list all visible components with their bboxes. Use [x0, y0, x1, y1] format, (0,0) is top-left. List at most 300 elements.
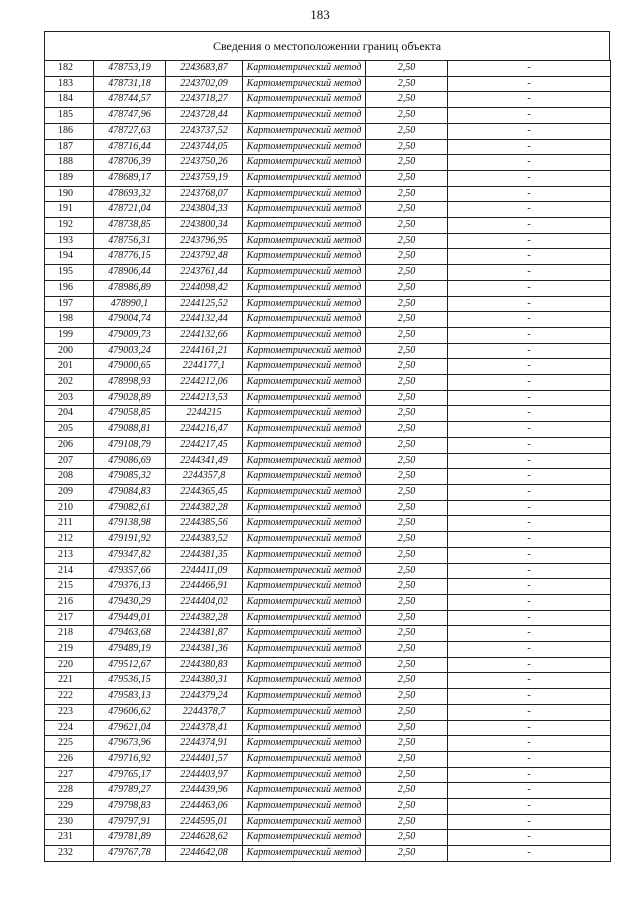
table-row [45, 170, 611, 186]
x-coordinate-cell: 479765,17 [94, 767, 166, 783]
y-coordinate-cell: 2244161,21 [166, 343, 243, 359]
point-number-cell: 204 [45, 406, 94, 422]
method-cell: Картометрический метод [243, 327, 366, 343]
table-row [45, 642, 611, 658]
point-number-cell: 195 [45, 265, 94, 281]
x-coordinate-cell: 478738,85 [94, 218, 166, 234]
y-coordinate-cell: 2244642,08 [166, 846, 243, 862]
y-coordinate-cell: 2244341,49 [166, 453, 243, 469]
y-coordinate-cell: 2243761,44 [166, 265, 243, 281]
accuracy-cell: 2,50 [366, 720, 448, 736]
table-row [45, 296, 611, 312]
point-number-cell: 188 [45, 155, 94, 171]
method-cell: Картометрический метод [243, 375, 366, 391]
method-cell: Картометрический метод [243, 453, 366, 469]
table-row [45, 453, 611, 469]
x-coordinate-cell: 479781,89 [94, 830, 166, 846]
method-cell: Картометрический метод [243, 751, 366, 767]
boundary-coordinates-table [44, 60, 611, 862]
method-cell: Картометрический метод [243, 280, 366, 296]
point-number-cell: 212 [45, 532, 94, 548]
accuracy-cell: 2,50 [366, 61, 448, 77]
y-coordinate-cell: 2244374,91 [166, 736, 243, 752]
table-row [45, 186, 611, 202]
description-cell: - [448, 155, 611, 171]
accuracy-cell: 2,50 [366, 139, 448, 155]
point-number-cell: 198 [45, 312, 94, 328]
method-cell: Картометрический метод [243, 359, 366, 375]
y-coordinate-cell: 2244404,02 [166, 594, 243, 610]
y-coordinate-cell: 2244378,7 [166, 704, 243, 720]
point-number-cell: 231 [45, 830, 94, 846]
table-row [45, 767, 611, 783]
description-cell: - [448, 846, 611, 862]
table-row [45, 704, 611, 720]
method-cell: Картометрический метод [243, 642, 366, 658]
description-cell: - [448, 453, 611, 469]
y-coordinate-cell: 2244098,42 [166, 280, 243, 296]
y-coordinate-cell: 2243744,05 [166, 139, 243, 155]
y-coordinate-cell: 2244357,8 [166, 469, 243, 485]
table-row [45, 736, 611, 752]
table-row [45, 846, 611, 862]
description-cell: - [448, 61, 611, 77]
description-cell: - [448, 814, 611, 830]
y-coordinate-cell: 2244380,83 [166, 657, 243, 673]
accuracy-cell: 2,50 [366, 437, 448, 453]
point-number-cell: 224 [45, 720, 94, 736]
point-number-cell: 201 [45, 359, 94, 375]
x-coordinate-cell: 479191,92 [94, 532, 166, 548]
table-row [45, 437, 611, 453]
x-coordinate-cell: 479536,15 [94, 673, 166, 689]
method-cell: Картометрический метод [243, 139, 366, 155]
method-cell: Картометрический метод [243, 594, 366, 610]
point-number-cell: 183 [45, 76, 94, 92]
description-cell: - [448, 751, 611, 767]
method-cell: Картометрический метод [243, 61, 366, 77]
description-cell: - [448, 375, 611, 391]
y-coordinate-cell: 2243800,34 [166, 218, 243, 234]
method-cell: Картометрический метод [243, 704, 366, 720]
method-cell: Картометрический метод [243, 563, 366, 579]
y-coordinate-cell: 2244215 [166, 406, 243, 422]
point-number-cell: 207 [45, 453, 94, 469]
accuracy-cell: 2,50 [366, 673, 448, 689]
method-cell: Картометрический метод [243, 736, 366, 752]
method-cell: Картометрический метод [243, 720, 366, 736]
accuracy-cell: 2,50 [366, 390, 448, 406]
point-number-cell: 226 [45, 751, 94, 767]
accuracy-cell: 2,50 [366, 594, 448, 610]
accuracy-cell: 2,50 [366, 108, 448, 124]
description-cell: - [448, 108, 611, 124]
boundary-table-sheet [44, 31, 610, 862]
accuracy-cell: 2,50 [366, 123, 448, 139]
method-cell: Картометрический метод [243, 218, 366, 234]
point-number-cell: 222 [45, 689, 94, 705]
table-row [45, 422, 611, 438]
point-number-cell: 193 [45, 233, 94, 249]
y-coordinate-cell: 2244381,36 [166, 642, 243, 658]
y-coordinate-cell: 2244212,06 [166, 375, 243, 391]
x-coordinate-cell: 479000,65 [94, 359, 166, 375]
x-coordinate-cell: 478756,31 [94, 233, 166, 249]
method-cell: Картометрический метод [243, 579, 366, 595]
table-row [45, 359, 611, 375]
description-cell: - [448, 249, 611, 265]
table-row [45, 233, 611, 249]
description-cell: - [448, 343, 611, 359]
table-row [45, 532, 611, 548]
y-coordinate-cell: 2244385,56 [166, 516, 243, 532]
method-cell: Картометрический метод [243, 657, 366, 673]
table-row [45, 265, 611, 281]
x-coordinate-cell: 479716,92 [94, 751, 166, 767]
method-cell: Картометрический метод [243, 312, 366, 328]
accuracy-cell: 2,50 [366, 92, 448, 108]
method-cell: Картометрический метод [243, 783, 366, 799]
method-cell: Картометрический метод [243, 814, 366, 830]
point-number-cell: 216 [45, 594, 94, 610]
method-cell: Картометрический метод [243, 202, 366, 218]
y-coordinate-cell: 2243796,95 [166, 233, 243, 249]
method-cell: Картометрический метод [243, 626, 366, 642]
x-coordinate-cell: 478706,39 [94, 155, 166, 171]
y-coordinate-cell: 2244401,57 [166, 751, 243, 767]
y-coordinate-cell: 2244381,87 [166, 626, 243, 642]
accuracy-cell: 2,50 [366, 563, 448, 579]
y-coordinate-cell: 2243792,48 [166, 249, 243, 265]
y-coordinate-cell: 2244365,45 [166, 484, 243, 500]
table-row [45, 500, 611, 516]
table-row [45, 484, 611, 500]
method-cell: Картометрический метод [243, 437, 366, 453]
table-body [45, 61, 611, 862]
y-coordinate-cell: 2243718,27 [166, 92, 243, 108]
table-row [45, 594, 611, 610]
point-number-cell: 220 [45, 657, 94, 673]
point-number-cell: 213 [45, 547, 94, 563]
x-coordinate-cell: 479084,83 [94, 484, 166, 500]
description-cell: - [448, 202, 611, 218]
accuracy-cell: 2,50 [366, 202, 448, 218]
method-cell: Картометрический метод [243, 516, 366, 532]
description-cell: - [448, 312, 611, 328]
point-number-cell: 202 [45, 375, 94, 391]
x-coordinate-cell: 478747,96 [94, 108, 166, 124]
x-coordinate-cell: 478716,44 [94, 139, 166, 155]
table-row [45, 202, 611, 218]
x-coordinate-cell: 478744,57 [94, 92, 166, 108]
table-row [45, 469, 611, 485]
point-number-cell: 223 [45, 704, 94, 720]
table-row [45, 830, 611, 846]
point-number-cell: 215 [45, 579, 94, 595]
description-cell: - [448, 422, 611, 438]
method-cell: Картометрический метод [243, 830, 366, 846]
accuracy-cell: 2,50 [366, 547, 448, 563]
point-number-cell: 218 [45, 626, 94, 642]
description-cell: - [448, 547, 611, 563]
point-number-cell: 210 [45, 500, 94, 516]
method-cell: Картометрический метод [243, 799, 366, 815]
table-row [45, 312, 611, 328]
method-cell: Картометрический метод [243, 673, 366, 689]
point-number-cell: 186 [45, 123, 94, 139]
point-number-cell: 209 [45, 484, 94, 500]
table-row [45, 814, 611, 830]
x-coordinate-cell: 479138,98 [94, 516, 166, 532]
method-cell: Картометрический метод [243, 846, 366, 862]
description-cell: - [448, 689, 611, 705]
table-row [45, 657, 611, 673]
accuracy-cell: 2,50 [366, 751, 448, 767]
description-cell: - [448, 327, 611, 343]
x-coordinate-cell: 478990,1 [94, 296, 166, 312]
description-cell: - [448, 500, 611, 516]
point-number-cell: 205 [45, 422, 94, 438]
description-cell: - [448, 516, 611, 532]
y-coordinate-cell: 2244383,52 [166, 532, 243, 548]
description-cell: - [448, 799, 611, 815]
x-coordinate-cell: 479430,29 [94, 594, 166, 610]
table-row [45, 720, 611, 736]
y-coordinate-cell: 2243683,87 [166, 61, 243, 77]
y-coordinate-cell: 2244463,06 [166, 799, 243, 815]
method-cell: Картометрический метод [243, 390, 366, 406]
table-row [45, 406, 611, 422]
x-coordinate-cell: 479512,67 [94, 657, 166, 673]
point-number-cell: 196 [45, 280, 94, 296]
y-coordinate-cell: 2244132,66 [166, 327, 243, 343]
table-row [45, 799, 611, 815]
x-coordinate-cell: 478753,19 [94, 61, 166, 77]
method-cell: Картометрический метод [243, 108, 366, 124]
description-cell: - [448, 218, 611, 234]
description-cell: - [448, 76, 611, 92]
table-row [45, 218, 611, 234]
y-coordinate-cell: 2244380,31 [166, 673, 243, 689]
table-title: Сведения о местоположении границ объекта [44, 31, 610, 60]
description-cell: - [448, 186, 611, 202]
method-cell: Картометрический метод [243, 343, 366, 359]
x-coordinate-cell: 479082,61 [94, 500, 166, 516]
description-cell: - [448, 296, 611, 312]
description-cell: - [448, 736, 611, 752]
point-number-cell: 211 [45, 516, 94, 532]
x-coordinate-cell: 479583,13 [94, 689, 166, 705]
y-coordinate-cell: 2243737,52 [166, 123, 243, 139]
x-coordinate-cell: 479798,83 [94, 799, 166, 815]
method-cell: Картометрический метод [243, 610, 366, 626]
point-number-cell: 221 [45, 673, 94, 689]
method-cell: Картометрический метод [243, 689, 366, 705]
accuracy-cell: 2,50 [366, 280, 448, 296]
y-coordinate-cell: 2243728,44 [166, 108, 243, 124]
table-row [45, 673, 611, 689]
accuracy-cell: 2,50 [366, 500, 448, 516]
description-cell: - [448, 579, 611, 595]
accuracy-cell: 2,50 [366, 704, 448, 720]
table-row [45, 563, 611, 579]
method-cell: Картометрический метод [243, 406, 366, 422]
point-number-cell: 214 [45, 563, 94, 579]
y-coordinate-cell: 2243768,07 [166, 186, 243, 202]
y-coordinate-cell: 2244378,41 [166, 720, 243, 736]
table-row [45, 689, 611, 705]
x-coordinate-cell: 479357,66 [94, 563, 166, 579]
accuracy-cell: 2,50 [366, 312, 448, 328]
x-coordinate-cell: 479088,81 [94, 422, 166, 438]
description-cell: - [448, 139, 611, 155]
x-coordinate-cell: 479376,13 [94, 579, 166, 595]
table-row [45, 783, 611, 799]
method-cell: Картометрический метод [243, 547, 366, 563]
description-cell: - [448, 642, 611, 658]
method-cell: Картометрический метод [243, 500, 366, 516]
accuracy-cell: 2,50 [366, 469, 448, 485]
accuracy-cell: 2,50 [366, 610, 448, 626]
point-number-cell: 219 [45, 642, 94, 658]
method-cell: Картометрический метод [243, 422, 366, 438]
method-cell: Картометрический метод [243, 265, 366, 281]
accuracy-cell: 2,50 [366, 76, 448, 92]
point-number-cell: 187 [45, 139, 94, 155]
table-row [45, 390, 611, 406]
table-row [45, 155, 611, 171]
y-coordinate-cell: 2244177,1 [166, 359, 243, 375]
x-coordinate-cell: 479767,78 [94, 846, 166, 862]
accuracy-cell: 2,50 [366, 375, 448, 391]
description-cell: - [448, 469, 611, 485]
accuracy-cell: 2,50 [366, 846, 448, 862]
accuracy-cell: 2,50 [366, 814, 448, 830]
point-number-cell: 230 [45, 814, 94, 830]
description-cell: - [448, 704, 611, 720]
x-coordinate-cell: 479606,62 [94, 704, 166, 720]
y-coordinate-cell: 2244125,52 [166, 296, 243, 312]
x-coordinate-cell: 479797,91 [94, 814, 166, 830]
accuracy-cell: 2,50 [366, 265, 448, 281]
description-cell: - [448, 233, 611, 249]
y-coordinate-cell: 2244382,28 [166, 610, 243, 626]
y-coordinate-cell: 2243750,26 [166, 155, 243, 171]
method-cell: Картометрический метод [243, 532, 366, 548]
x-coordinate-cell: 478721,04 [94, 202, 166, 218]
x-coordinate-cell: 479086,69 [94, 453, 166, 469]
point-number-cell: 228 [45, 783, 94, 799]
y-coordinate-cell: 2244216,47 [166, 422, 243, 438]
accuracy-cell: 2,50 [366, 516, 448, 532]
description-cell: - [448, 123, 611, 139]
x-coordinate-cell: 479463,68 [94, 626, 166, 642]
accuracy-cell: 2,50 [366, 453, 448, 469]
table-row [45, 516, 611, 532]
method-cell: Картометрический метод [243, 170, 366, 186]
point-number-cell: 190 [45, 186, 94, 202]
x-coordinate-cell: 479621,04 [94, 720, 166, 736]
table-row [45, 751, 611, 767]
accuracy-cell: 2,50 [366, 218, 448, 234]
y-coordinate-cell: 2244439,96 [166, 783, 243, 799]
x-coordinate-cell: 478693,32 [94, 186, 166, 202]
table-row [45, 280, 611, 296]
point-number-cell: 185 [45, 108, 94, 124]
accuracy-cell: 2,50 [366, 343, 448, 359]
accuracy-cell: 2,50 [366, 327, 448, 343]
accuracy-cell: 2,50 [366, 657, 448, 673]
accuracy-cell: 2,50 [366, 799, 448, 815]
y-coordinate-cell: 2244411,09 [166, 563, 243, 579]
table-row [45, 108, 611, 124]
y-coordinate-cell: 2244403,97 [166, 767, 243, 783]
description-cell: - [448, 657, 611, 673]
y-coordinate-cell: 2244132,44 [166, 312, 243, 328]
point-number-cell: 191 [45, 202, 94, 218]
accuracy-cell: 2,50 [366, 296, 448, 312]
accuracy-cell: 2,50 [366, 155, 448, 171]
x-coordinate-cell: 479673,96 [94, 736, 166, 752]
table-row [45, 626, 611, 642]
method-cell: Картометрический метод [243, 249, 366, 265]
y-coordinate-cell: 2244379,24 [166, 689, 243, 705]
description-cell: - [448, 767, 611, 783]
method-cell: Картометрический метод [243, 484, 366, 500]
table-row [45, 375, 611, 391]
point-number-cell: 206 [45, 437, 94, 453]
description-cell: - [448, 830, 611, 846]
point-number-cell: 199 [45, 327, 94, 343]
accuracy-cell: 2,50 [366, 736, 448, 752]
accuracy-cell: 2,50 [366, 642, 448, 658]
x-coordinate-cell: 478727,63 [94, 123, 166, 139]
description-cell: - [448, 594, 611, 610]
method-cell: Картометрический метод [243, 186, 366, 202]
method-cell: Картометрический метод [243, 296, 366, 312]
x-coordinate-cell: 479449,01 [94, 610, 166, 626]
table-row [45, 610, 611, 626]
method-cell: Картометрический метод [243, 469, 366, 485]
table-row [45, 92, 611, 108]
point-number-cell: 189 [45, 170, 94, 186]
y-coordinate-cell: 2244217,45 [166, 437, 243, 453]
y-coordinate-cell: 2244381,35 [166, 547, 243, 563]
accuracy-cell: 2,50 [366, 579, 448, 595]
description-cell: - [448, 532, 611, 548]
x-coordinate-cell: 478689,17 [94, 170, 166, 186]
description-cell: - [448, 265, 611, 281]
table-row [45, 249, 611, 265]
accuracy-cell: 2,50 [366, 689, 448, 705]
point-number-cell: 184 [45, 92, 94, 108]
point-number-cell: 182 [45, 61, 94, 77]
description-cell: - [448, 783, 611, 799]
table-row [45, 343, 611, 359]
point-number-cell: 232 [45, 846, 94, 862]
method-cell: Картометрический метод [243, 92, 366, 108]
description-cell: - [448, 720, 611, 736]
x-coordinate-cell: 479009,73 [94, 327, 166, 343]
point-number-cell: 203 [45, 390, 94, 406]
accuracy-cell: 2,50 [366, 783, 448, 799]
table-row [45, 76, 611, 92]
y-coordinate-cell: 2244213,53 [166, 390, 243, 406]
x-coordinate-cell: 478998,93 [94, 375, 166, 391]
x-coordinate-cell: 479003,24 [94, 343, 166, 359]
table-row [45, 547, 611, 563]
description-cell: - [448, 437, 611, 453]
